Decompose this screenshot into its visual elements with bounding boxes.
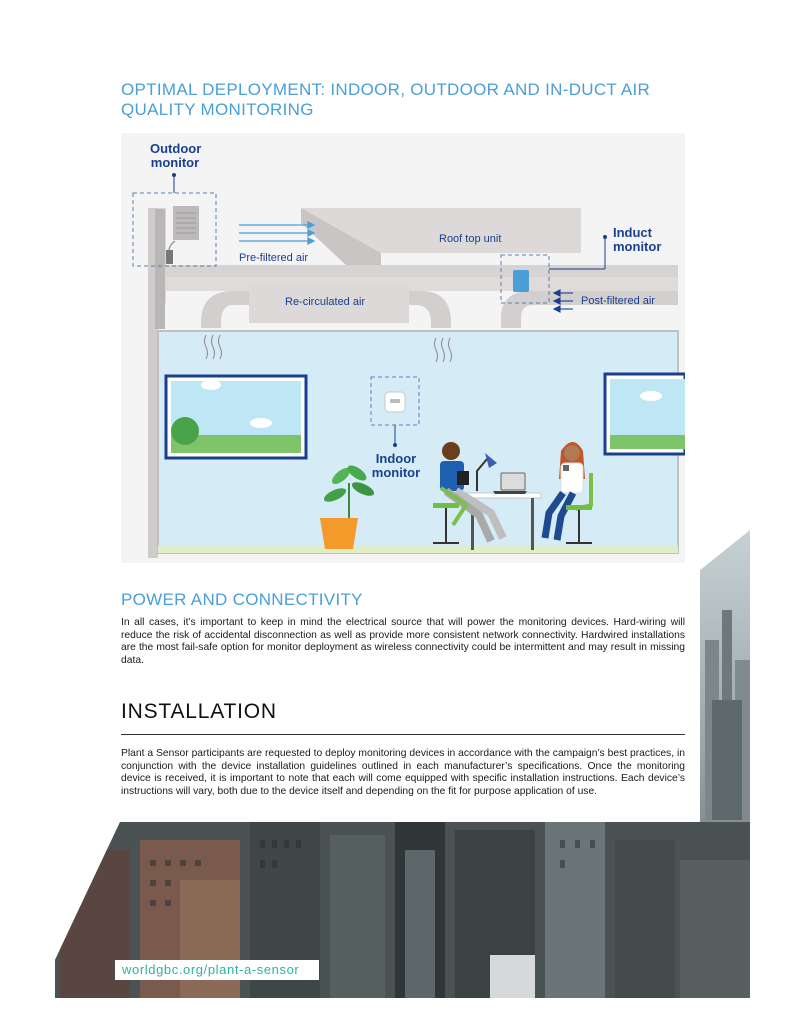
campaign-url-link[interactable]: worldgbc.org/plant-a-sensor bbox=[115, 960, 319, 980]
pre-filtered-air-label: Pre-filtered air bbox=[239, 252, 309, 264]
power-connectivity-paragraph: In all cases, it’s important to keep in mind the electrical source that will power the monitoring devices. Hard-wiring will reduce the risk of accidental disconnection as well as provide more consistent network connectivity. Hardwired installations are the most fail-safe option for monitor deployment as wireless connectivity could be intermittent and may result in missing data. bbox=[121, 617, 685, 666]
installation-paragraph: Plant a Sensor participants are requested to deploy monitoring devices in accordance with the campaign’s best practices, in conjunction with the device installation guidelines outlined in each manufacturer’s specifications. Once the monitoring device is received, it is important to note that each will come equipped with specific installation instructions. Each device’s instructions will vary, both due to the device itself and depending on the fit for purpose application of use. bbox=[121, 748, 685, 797]
roof-top-unit-label: Roof top unit bbox=[439, 233, 502, 245]
deployment-diagram bbox=[121, 133, 685, 563]
indoor-monitor-label-line1: Indoor bbox=[375, 451, 417, 466]
induct-monitor-label-line1: Induct bbox=[613, 225, 652, 240]
outdoor-monitor-label-line2: monitor bbox=[150, 155, 200, 170]
indoor-monitor-label-line2: monitor bbox=[371, 465, 421, 480]
re-circulated-air-label: Re-circulated air bbox=[285, 296, 366, 308]
installation-title: INSTALLATION bbox=[121, 700, 277, 723]
induct-monitor-label-line2: monitor bbox=[613, 239, 662, 254]
post-filtered-air-label: Post-filtered air bbox=[581, 295, 655, 307]
title-divider bbox=[121, 734, 685, 735]
section-heading-deployment-line2: QUALITY MONITORING bbox=[121, 100, 314, 119]
outdoor-monitor-label-line1: Outdoor bbox=[150, 141, 202, 156]
section-heading-power-connectivity: POWER AND CONNECTIVITY bbox=[121, 590, 363, 609]
section-heading-deployment-line1: OPTIMAL DEPLOYMENT: INDOOR, OUTDOOR AND IN-DUCT AIR bbox=[121, 80, 651, 99]
